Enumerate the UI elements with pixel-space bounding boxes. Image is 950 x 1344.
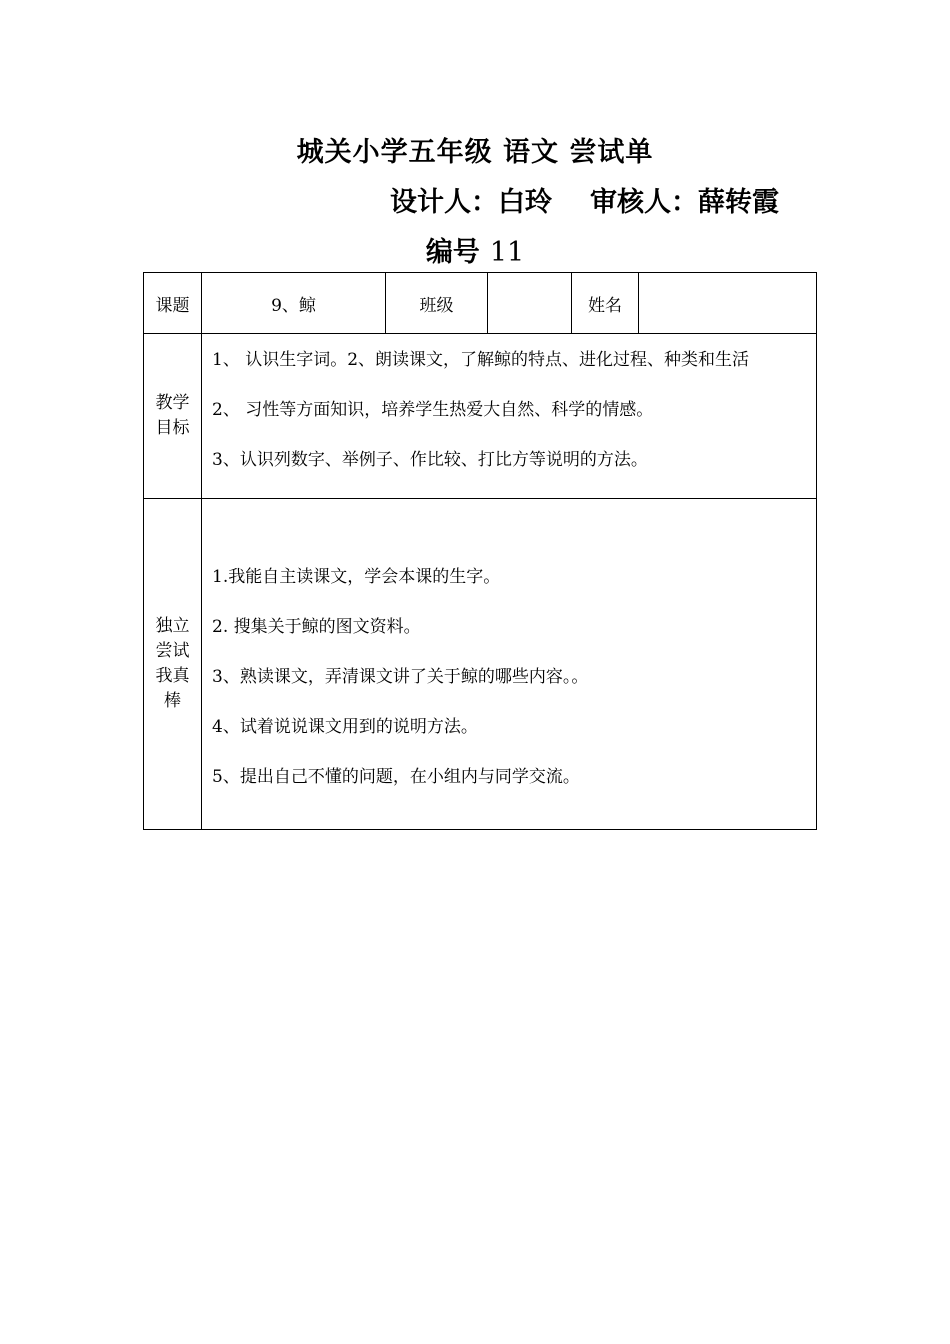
designer-label: 设计人：白玲 (390, 187, 552, 218)
name-label: 姓名 (572, 273, 639, 334)
number-label: 编号 (425, 237, 480, 268)
independent-try-row (144, 499, 817, 830)
goals-label-line: 教学 (155, 393, 190, 413)
goal-item: 2、 习性等方面知识，培养学生热爱大自然、科学的情感。 (212, 400, 654, 420)
task-item: 5、提出自己不懂的问题，在小组内与同学交流。 (212, 767, 580, 787)
task-item: 1.我能自主读课文，学会本课的生字。 (212, 567, 501, 587)
task-list (212, 513, 816, 815)
goals-label-line: 目标 (155, 418, 190, 438)
task-item: 3、熟读课文，弄清课文讲了关于鲸的哪些内容。。 (212, 667, 589, 687)
task-item: 2. 搜集关于鲸的图文资料。 (212, 617, 421, 637)
header-row (144, 273, 817, 334)
document-number-line (0, 230, 950, 269)
try-label-line: 棒 (164, 691, 181, 711)
goal-item: 3、认识列数字、举例子、作比较、打比方等说明的方法。 (212, 450, 648, 470)
goal-item: 1、 认识生字词。2、朗读课文，了解鲸的特点、进化过程、种类和生活 (212, 350, 750, 370)
try-content (202, 499, 817, 830)
worksheet-table (143, 272, 817, 830)
class-value-field[interactable] (488, 273, 572, 334)
goals-label (144, 334, 202, 499)
goals-row (144, 334, 817, 499)
topic-value: 9、鲸 (202, 273, 386, 334)
class-label: 班级 (386, 273, 488, 334)
author-line (390, 180, 779, 219)
name-value-field[interactable] (639, 273, 817, 334)
try-label (144, 499, 202, 830)
goals-content (202, 334, 817, 499)
task-item: 4、试着说说课文用到的说明方法。 (212, 717, 478, 737)
try-label-line: 我真 (155, 666, 190, 686)
goals-list (212, 334, 816, 498)
reviewer-label: 审核人：薛转霞 (590, 187, 779, 218)
number-value: 11 (489, 237, 525, 268)
topic-label: 课题 (144, 273, 202, 334)
document-title: 城关小学五年级 语文 尝试单 (296, 137, 654, 168)
try-label-line: 尝试 (155, 641, 190, 661)
try-label-line: 独立 (155, 616, 190, 636)
